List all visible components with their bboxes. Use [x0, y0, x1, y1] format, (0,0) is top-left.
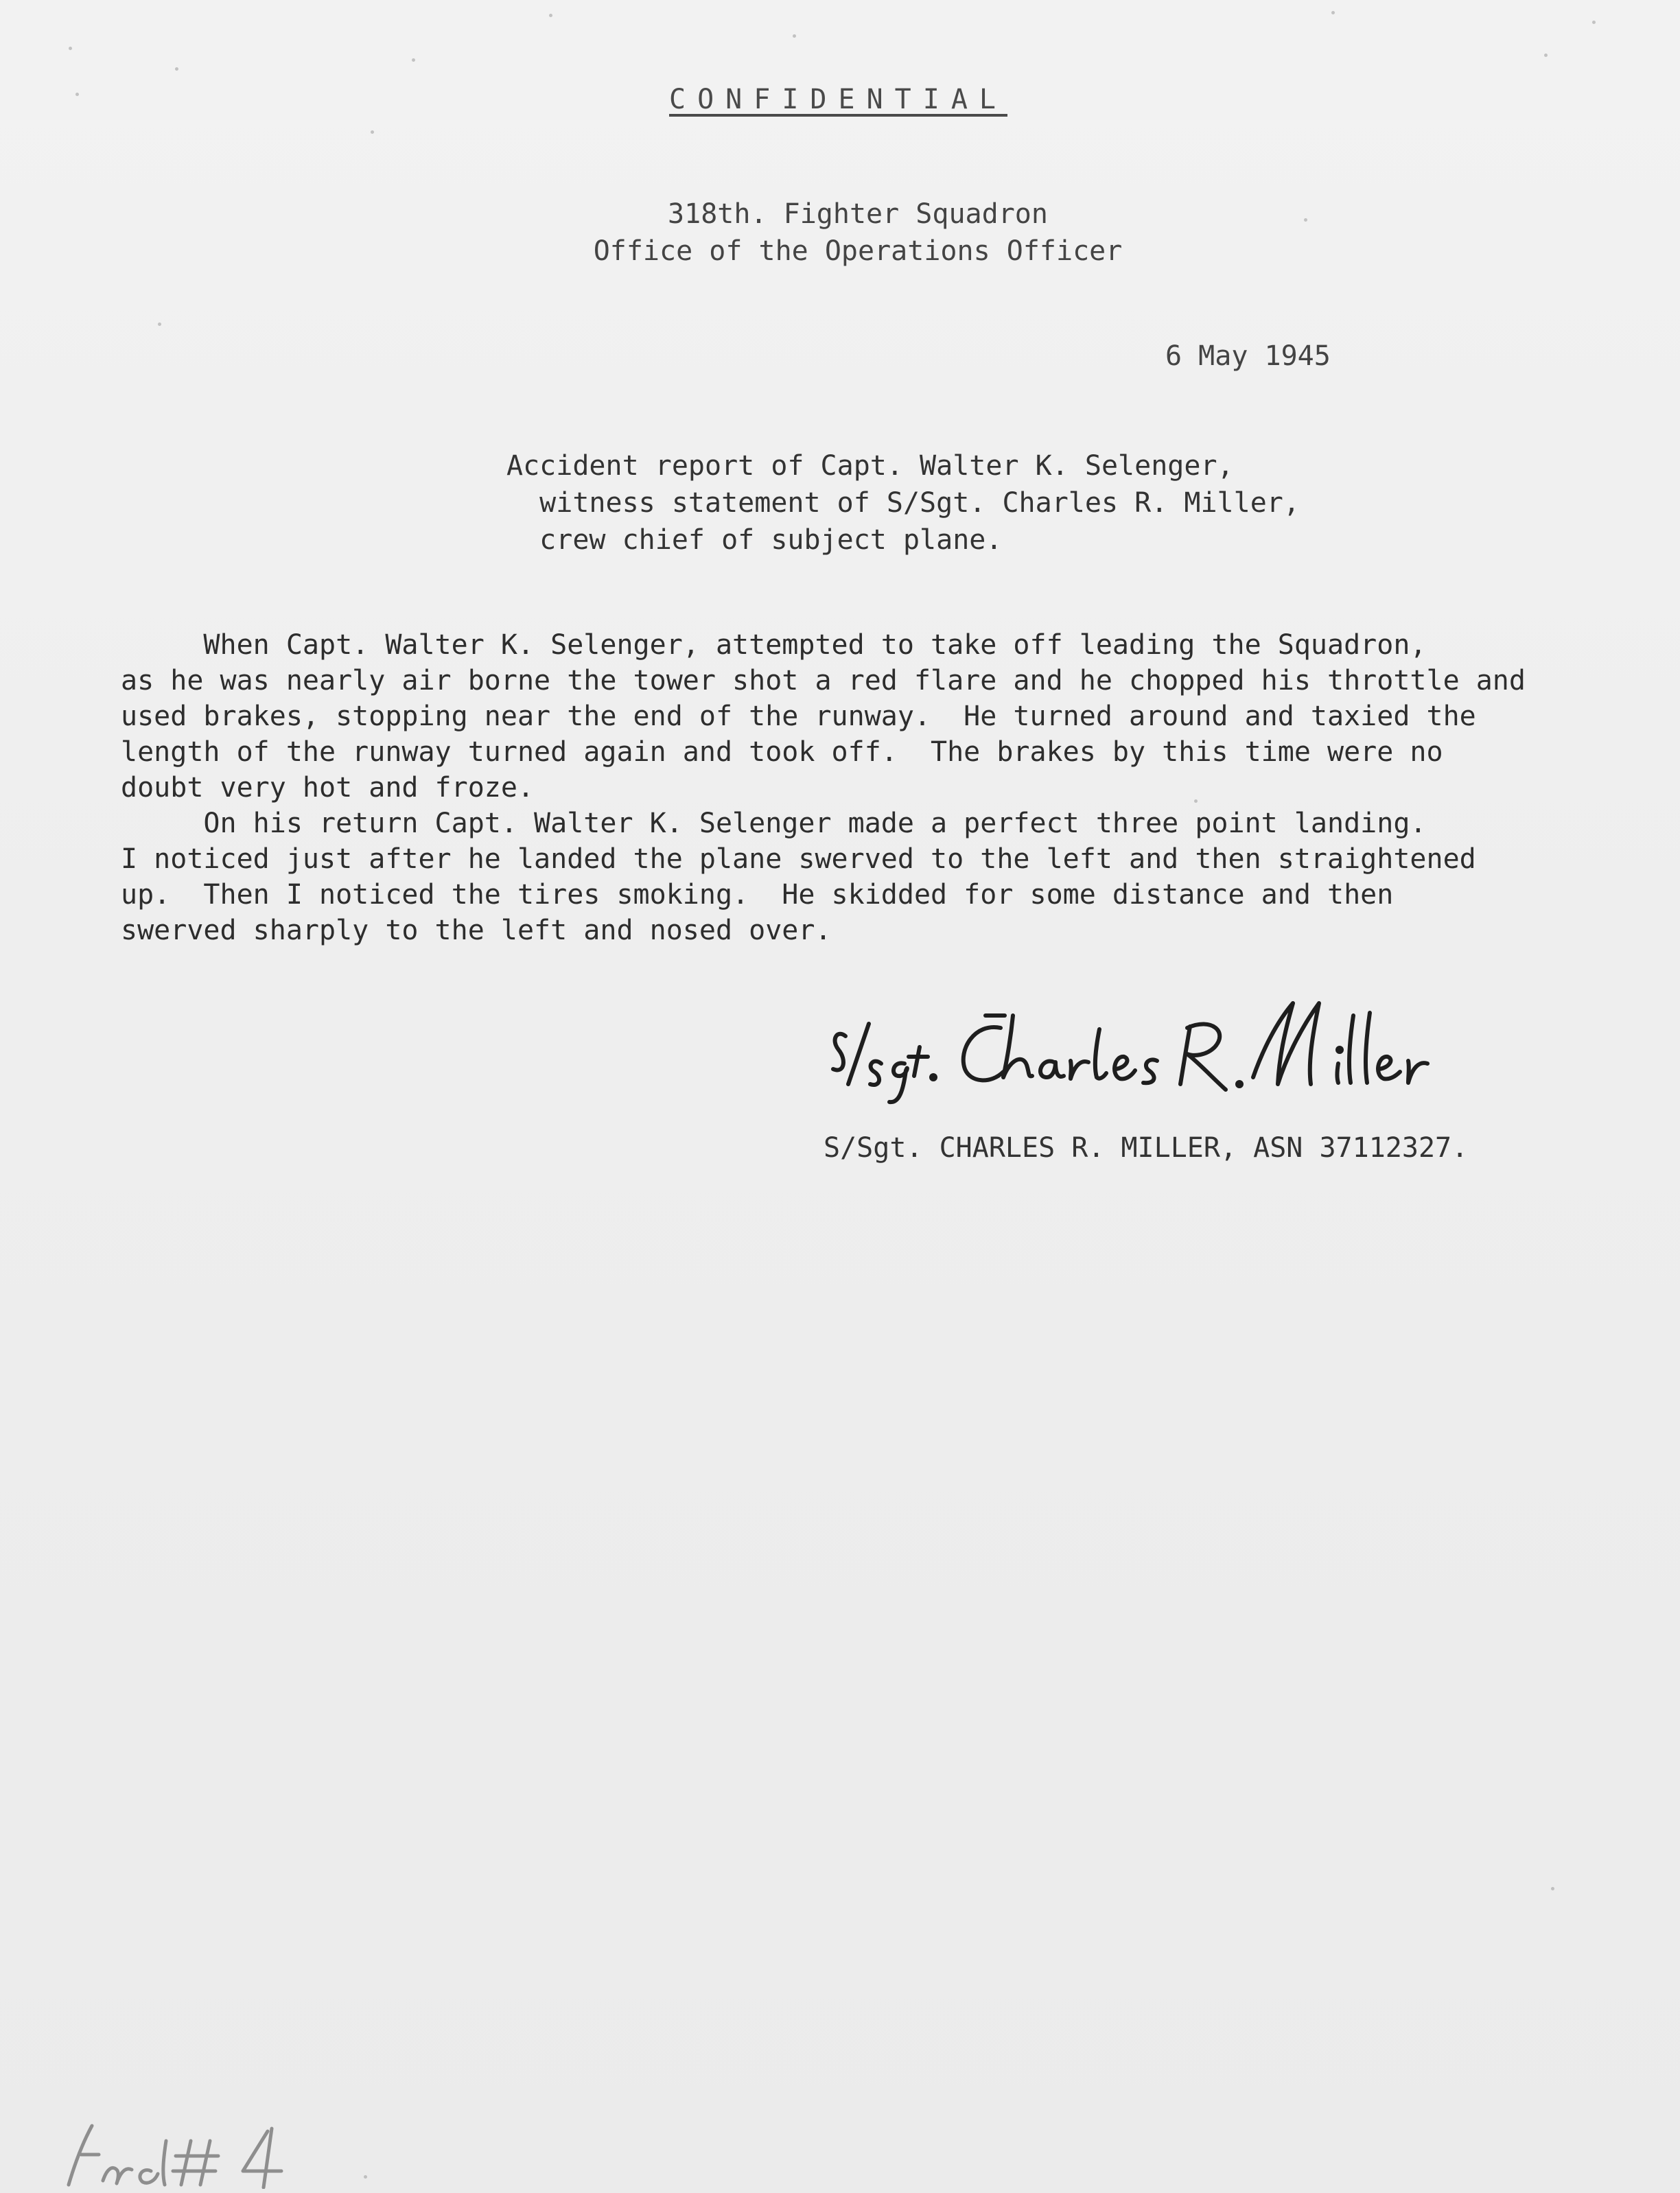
- classification-stamp: CONFIDENTIAL: [669, 84, 1007, 115]
- body-line: used brakes, stopping near the end of the runway. He turned around and taxied the: [121, 701, 1476, 732]
- body-line: as he was nearly air borne the tower shot a red flare and he chopped his throttle and: [121, 665, 1526, 696]
- dust-speck: [1551, 1887, 1554, 1890]
- handwritten-signature: [824, 988, 1482, 1125]
- statement-body: [121, 627, 1644, 948]
- body-line: swerved sharply to the left and nosed over.: [121, 915, 832, 946]
- enclosure-note: [41, 2113, 343, 2189]
- dust-speck: [412, 58, 415, 62]
- dust-speck: [364, 2175, 367, 2179]
- body-line: doubt very hot and froze.: [121, 772, 535, 804]
- dust-speck: [175, 67, 178, 71]
- office-name: Office of the Operations Officer: [593, 235, 1123, 267]
- dust-speck: [1592, 21, 1596, 24]
- dust-speck: [793, 34, 796, 38]
- enclosure-note-drawing: [41, 2113, 343, 2189]
- dust-speck: [1304, 218, 1307, 222]
- dust-speck: [1544, 54, 1548, 57]
- document-date: 6 May 1945: [1165, 340, 1331, 372]
- signature-drawing: [824, 988, 1482, 1125]
- subject-block: [506, 447, 1300, 559]
- body-line: up. Then I noticed the tires smoking. He skidded for some distance and then: [121, 879, 1394, 911]
- body-line: When Capt. Walter K. Selenger, attempted to take off leading the Squadron,: [121, 629, 1427, 661]
- dust-speck: [158, 322, 161, 326]
- body-line: I noticed just after he landed the plane swerved to the left and then straightened: [121, 843, 1476, 875]
- dust-speck: [371, 130, 374, 134]
- dust-speck: [549, 14, 552, 17]
- dust-speck: [69, 47, 72, 50]
- letterhead: [412, 196, 1304, 270]
- dust-speck: [1331, 11, 1335, 14]
- unit-name: 318th. Fighter Squadron: [668, 198, 1048, 230]
- body-line: On his return Capt. Walter K. Selenger made a perfect three point landing.: [121, 808, 1427, 839]
- signature-block: S/Sgt. CHARLES R. MILLER, ASN 37112327.: [824, 1132, 1469, 1164]
- subject-line: witness statement of S/Sgt. Charles R. Miller,: [506, 487, 1300, 519]
- subject-line: Accident report of Capt. Walter K. Selenger,: [506, 450, 1234, 482]
- subject-line: crew chief of subject plane.: [506, 524, 1003, 556]
- body-line: length of the runway turned again and took off. The brakes by this time were no: [121, 736, 1443, 768]
- dust-speck: [75, 93, 79, 96]
